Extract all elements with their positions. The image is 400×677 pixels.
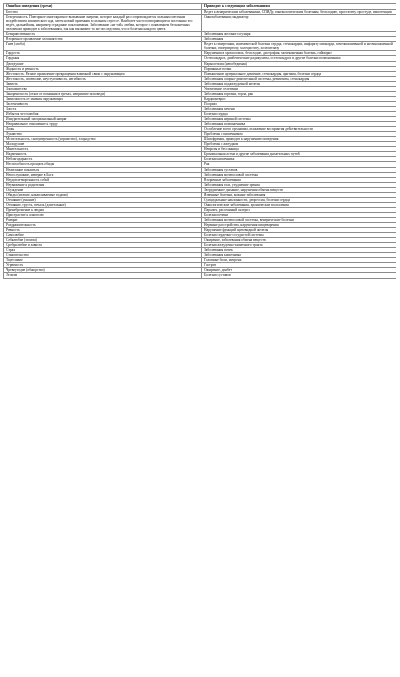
table-row: [4, 15, 397, 32]
disease-cell: Заболевания гортани, горла, рак: [202, 91, 397, 96]
sin-cell: Злость: [4, 106, 202, 111]
sin-cell: Надменность: [4, 152, 202, 157]
disease-cell: Затрудненное дыхание, нарушения обмена веществ: [202, 187, 397, 192]
disease-cell: Болезни сердечно-сосудистой системы: [202, 233, 397, 238]
sin-cell: Осуждение: [4, 187, 202, 192]
sin-cell: Эгоизм: [4, 273, 202, 278]
disease-cell: Неврозы и бессонница: [202, 147, 397, 152]
sin-cell: Изнурительный эмоциональный напряг: [4, 117, 202, 122]
sin-cell: Мнительность: [4, 147, 202, 152]
sin-cell: Неуважение к родителям: [4, 182, 202, 187]
disease-cell: Заболевания нервной системы: [202, 117, 397, 122]
disease-cell: Порванные почки: [202, 66, 397, 71]
disease-cell: Заболевания почек: [202, 248, 397, 253]
sin-cell: Страх: [4, 248, 202, 253]
disease-cell: Заболевания глаз, ухудшение зрения: [202, 182, 397, 187]
disease-cell: Повышенное артериальное давление, стенокардия, аритмия, болезни сердца: [202, 71, 397, 76]
sin-cell: Закоренелость (отказ от покаяния в грехах, неприятие исповеди): [4, 91, 202, 96]
disease-cell: Псориаз: [202, 101, 397, 106]
document-page: [3, 3, 396, 674]
disease-cell: Ожирение, заболевания обмена веществ: [202, 238, 397, 243]
disease-cell: Болезни печени: [202, 212, 397, 217]
sin-cell: Безгрешность. Повторное многократное вызывание энергии, которое каждый раз сопровождается сильным местным воздействием химического яда, затем новый приемник в сильном стрессе. Наиболее часто повторяющиеся постоянно это ведёт, дальнейшая, например страдание поклонениям. Заболевание «не той» любви, которое с появлением бесконечных человеком приводит к заболеваниям, так как вызывают то же последствия, что и болезни каждого цвета: [4, 15, 202, 32]
disease-cell: Нарколепсия (непобедимая): [202, 61, 397, 66]
disease-cell: Бронхиальная астма и другие заболевания дыхательных путей: [202, 152, 397, 157]
disease-cell: Болезни сердца: [202, 111, 397, 116]
sin-cell: Безнравственность: [4, 32, 202, 37]
header-sins: Ошибки поведения (грехи): [4, 4, 202, 10]
disease-cell: Заболевания позвоночника: [202, 122, 397, 127]
disease-cell: Нарушения в хромосомах, бесплодие, дистрофия, мочекаменная болезнь, гайморит: [202, 51, 397, 56]
disease-cell: Заболевания опорно-двигательной системы, ревматизм, стенокардия: [202, 76, 397, 81]
sin-cell: Жадность и ревность: [4, 66, 202, 71]
table-row: [4, 273, 397, 278]
sin-cell: Жестокость. Разное проявление прекращения взаимной связи с окружающим: [4, 71, 202, 76]
disease-cell: Онкозаболевания; индикатор: [202, 15, 397, 32]
sin-cell: Гнев (злоба): [4, 42, 202, 51]
disease-cell: Нервные расстройства, нарушения пищеварения: [202, 223, 397, 228]
disease-cell: Кардионевроз: [202, 96, 397, 101]
sin-cell: Бегство: [4, 10, 202, 15]
sin-cell: Зависимость от мнения окружающих: [4, 96, 202, 101]
disease-cell: Ведет к гипертонии, ишемической болезни сердца, стенокардии, инфаркту миокарда, почечнокаменной и желчнокаменной болезни, гипертиреозу, холециститу, холелитиазу: [202, 42, 397, 51]
disease-cell: Суицидальные наклонности, депрессия, болезни сердца: [202, 197, 397, 202]
disease-cell: Ожирение, диабет: [202, 268, 397, 273]
disease-cell: Рак: [202, 162, 397, 167]
sin-cell: Вторичное проявление злопамятства: [4, 37, 202, 42]
sin-cell: Двоедушие: [4, 61, 202, 66]
sin-cell: Избыток честолюбия: [4, 111, 202, 116]
sin-cell: Зависть: [4, 81, 202, 86]
sins-diseases-table: [3, 3, 396, 279]
sin-cell: Самолюбие: [4, 233, 202, 238]
disease-cell: Онкологические заболевания, хронические воспаления: [202, 202, 397, 207]
disease-cell: Остеохондроз, диабетические радикулиты, остеохондроз и другие болезни позвоночника: [202, 56, 397, 61]
sin-cell: Гордость: [4, 51, 202, 56]
sin-cell: Неспособность прощать обиды: [4, 162, 202, 167]
disease-cell: Ослабление всего организма, искажение восприятия действительности: [202, 127, 397, 132]
disease-cell: Заболевания мочеполовой системы, венерические болезни: [202, 217, 397, 222]
sin-cell: Гордыня: [4, 56, 202, 61]
sin-cell: Непослушание, неверие в Бога: [4, 172, 202, 177]
table-body: [4, 10, 397, 279]
sin-cell: Неблагодарность: [4, 157, 202, 162]
disease-cell: Заболевания поджелудочной железы: [202, 81, 397, 86]
disease-cell: Заболевания печени: [202, 106, 397, 111]
sin-cell: Себялюбие (эгоизм): [4, 238, 202, 243]
sin-cell: Чревоугодие (обжорство): [4, 268, 202, 273]
sin-cell: Лукавство: [4, 132, 202, 137]
disease-cell: Болезни суставов: [202, 273, 397, 278]
disease-cell: Увеличение селезенки: [202, 86, 397, 91]
sin-cell: Разврат: [4, 217, 202, 222]
sin-cell: Жестокость, своеволие, неуступчивость, негибкость: [4, 76, 202, 81]
disease-cell: Ведет к венерическим заболеваниям, СПИДу, гинекологическим болезням, бесплодию, простатиту, простуде, импотенции: [202, 10, 397, 15]
sin-cell: Малодушие: [4, 142, 202, 147]
disease-cell: Паралич, рассеянный склероз: [202, 207, 397, 212]
disease-cell: Болезни желудочно-кишечного тракта: [202, 243, 397, 248]
sin-cell: Отчаяние, грусть, печаль (длительные): [4, 202, 202, 207]
sin-cell: Сребролюбие и зависть: [4, 243, 202, 248]
sin-cell: Обиды (мелкие, накапливаемые годами): [4, 192, 202, 197]
table-row: [4, 42, 397, 51]
sin-cell: Отчаяние (уныние): [4, 197, 202, 202]
sin-cell: Пристрастие к алкоголю: [4, 212, 202, 217]
disease-cell: Гастрит: [202, 263, 397, 268]
disease-cell: Головные боли, мигрень: [202, 258, 397, 263]
disease-cell: Заболевания: [202, 37, 397, 42]
sin-cell: Злопамятство: [4, 86, 202, 91]
disease-cell: Болезни кишечника: [202, 157, 397, 162]
disease-cell: Проблемы с кишечником: [202, 132, 397, 137]
sin-cell: Застенчивость: [4, 101, 202, 106]
disease-cell: Вторичные заболевания: [202, 177, 397, 182]
sin-cell: Ложь: [4, 127, 202, 132]
disease-cell: Заболевания суставов: [202, 167, 397, 172]
disease-cell: Заболевания кишечника: [202, 253, 397, 258]
sin-cell: Неправильное отношение к труду: [4, 122, 202, 127]
header-diseases: Приводят к следующим заболеваниям: [202, 4, 397, 10]
sin-cell: Угрюмость: [4, 263, 202, 268]
sin-cell: Тщеславие: [4, 258, 202, 263]
sin-cell: Неудовлетворенность собой: [4, 177, 202, 182]
disease-cell: Язвенные болезни, кожные заболевания: [202, 192, 397, 197]
sin-cell: Нежелание покаяться: [4, 167, 202, 172]
sin-cell: Ревность: [4, 228, 202, 233]
sin-cell: Раздражительность: [4, 223, 202, 228]
disease-cell: Проблемы с желудком: [202, 142, 397, 147]
sin-cell: Мстительность, самоуверенность (упрямство), злорадство: [4, 137, 202, 142]
sin-cell: Стяжательство: [4, 253, 202, 258]
sin-cell: Пренебрежение к людям: [4, 207, 202, 212]
disease-cell: Заболевания мочеполовой системы: [202, 172, 397, 177]
disease-cell: Шизофрения, приводит к нарушению поведения: [202, 137, 397, 142]
disease-cell: Заболевания желчного пузыря: [202, 32, 397, 37]
disease-cell: Нарушение функций щитовидной железы: [202, 228, 397, 233]
